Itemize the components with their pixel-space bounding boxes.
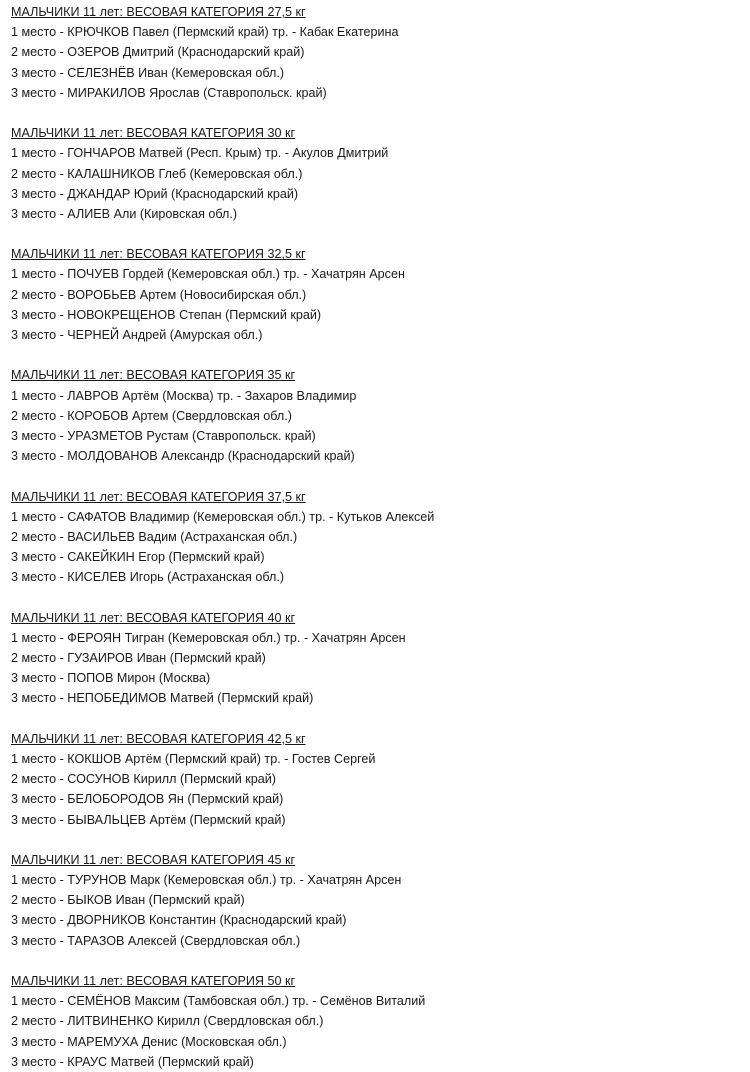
placement-line: 3 место - КИСЕЛЕВ Игорь (Астраханская обл.)	[11, 570, 285, 585]
placement-line: 1 место - СЕМЁНОВ Максим (Тамбовская обл.) тр. - Семёнов Виталий	[11, 994, 426, 1009]
placement-line: 1 место - ГОНЧАРОВ Матвей (Респ. Крым) тр. - Акулов Дмитрий	[11, 146, 389, 161]
placement-line: 1 место - ФЕРОЯН Тигран (Кемеровская обл.) тр. - Хачатрян Арсен	[11, 630, 406, 645]
placement-line: 1 место - КРЮЧКОВ Павел (Пермский край) тр. - Кабак Екатерина	[11, 25, 399, 40]
placement-line: 3 место - МИРАКИЛОВ Ярослав (Ставропольск. край)	[11, 85, 327, 100]
placement-line: 3 место - ЧЕРНЕЙ Андрей (Амурская обл.)	[11, 328, 263, 342]
placement-line: 3 место - БЕЛОБОРОДОВ Ян (Пермский край)	[11, 792, 284, 807]
placement-line: 2 место - КАЛАШНИКОВ Глеб (Кемеровская обл.)	[11, 166, 303, 181]
category-heading: МАЛЬЧИКИ 11 лет: ВЕСОВАЯ КАТЕГОРИЯ 30 кг	[11, 126, 296, 141]
placement-line: 1 место - ЛАВРОВ Артём (Москва) тр. - Захаров Владимир	[11, 388, 357, 403]
placement-line: 2 место - КОРОБОВ Артем (Свердловская обл.)	[11, 408, 292, 423]
weight-category-section	[11, 487, 750, 588]
placement-line: 3 место - НЕПОБЕДИМОВ Матвей (Пермский край)	[11, 691, 314, 706]
weight-category-section	[11, 2, 750, 103]
placement-line: 3 место - ДВОРНИКОВ Константин (Краснодарский край)	[11, 913, 347, 928]
weight-category-section	[11, 123, 750, 224]
weight-category-section	[11, 244, 750, 345]
placement-line: 3 место - ПОПОВ Мирон (Москва)	[11, 671, 211, 686]
placement-line: 2 место - ЛИТВИНЕНКО Кирилл (Свердловская обл.)	[11, 1014, 324, 1029]
placement-line: 3 место - САКЕЙКИН Егор (Пермский край)	[11, 550, 265, 565]
placement-line: 3 место - КРАУС Матвей (Пермский край)	[11, 1054, 254, 1069]
placement-line: 2 место - ОЗЕРОВ Дмитрий (Краснодарский край)	[11, 45, 305, 60]
weight-category-section	[11, 971, 750, 1072]
placement-line: 2 место - БЫКОВ Иван (Пермский край)	[11, 893, 245, 908]
placement-line: 1 место - ТУРУНОВ Марк (Кемеровская обл.) тр. - Хачатрян Арсен	[11, 873, 402, 888]
placement-line: 3 место - СЕЛЕЗНЁВ Иван (Кемеровская обл.)	[11, 65, 285, 80]
placement-line: 3 место - ТАРАЗОВ Алексей (Свердловская обл.)	[11, 933, 301, 948]
category-heading: МАЛЬЧИКИ 11 лет: ВЕСОВАЯ КАТЕГОРИЯ 50 кг	[11, 974, 296, 988]
placement-line: 3 место - АЛИЕВ Али (Кировская обл.)	[11, 206, 238, 221]
placement-line: 3 место - УРАЗМЕТОВ Рустам (Ставропольск. край)	[11, 428, 316, 443]
category-heading: МАЛЬЧИКИ 11 лет: ВЕСОВАЯ КАТЕГОРИЯ 35 кг	[11, 368, 296, 383]
category-heading: МАЛЬЧИКИ 11 лет: ВЕСОВАЯ КАТЕГОРИЯ 37,5 кг	[11, 489, 306, 504]
placement-line: 2 место - ГУЗАИРОВ Иван (Пермский край)	[11, 651, 266, 665]
placement-line: 2 место - СОСУНОВ Кирилл (Пермский край)	[11, 772, 277, 787]
category-heading: МАЛЬЧИКИ 11 лет: ВЕСОВАЯ КАТЕГОРИЯ 27,5 кг	[11, 5, 306, 19]
placement-line: 2 место - ВАСИЛЬЕВ Вадим (Астраханская обл.)	[11, 529, 298, 544]
weight-category-section	[11, 365, 750, 466]
category-heading: МАЛЬЧИКИ 11 лет: ВЕСОВАЯ КАТЕГОРИЯ 32,5 кг	[11, 247, 306, 262]
weight-category-section	[11, 850, 750, 951]
placement-line: 1 место - ПОЧУЕВ Гордей (Кемеровская обл.) тр. - Хачатрян Арсен	[11, 267, 405, 282]
placement-line: 1 место - САФАТОВ Владимир (Кемеровская обл.) тр. - Кутьков Алексей	[11, 509, 435, 524]
placement-line: 1 место - КОКШОВ Артём (Пермский край) тр. - Гостев Сергей	[11, 751, 376, 766]
category-heading: МАЛЬЧИКИ 11 лет: ВЕСОВАЯ КАТЕГОРИЯ 40 кг	[11, 610, 296, 625]
weight-category-section	[11, 608, 750, 709]
placement-line: 3 место - МОЛДОВАНОВ Александр (Краснодарский край)	[11, 449, 355, 464]
category-heading: МАЛЬЧИКИ 11 лет: ВЕСОВАЯ КАТЕГОРИЯ 42,5 кг	[11, 731, 306, 746]
category-heading: МАЛЬЧИКИ 11 лет: ВЕСОВАЯ КАТЕГОРИЯ 45 кг	[11, 852, 296, 867]
placement-line: 3 место - НОВОКРЕЩЕНОВ Степан (Пермский край)	[11, 307, 322, 322]
placement-line: 3 место - ДЖАНДАР Юрий (Краснодарский край)	[11, 186, 299, 201]
placement-line: 2 место - ВОРОБЬЕВ Артем (Новосибирская обл.)	[11, 287, 307, 302]
placement-line: 3 место - БЫВАЛЬЦЕВ Артём (Пермский край)	[11, 812, 286, 827]
placement-line: 3 место - МАРЕМУХА Денис (Московская обл.)	[11, 1034, 287, 1049]
weight-category-section	[11, 729, 750, 830]
